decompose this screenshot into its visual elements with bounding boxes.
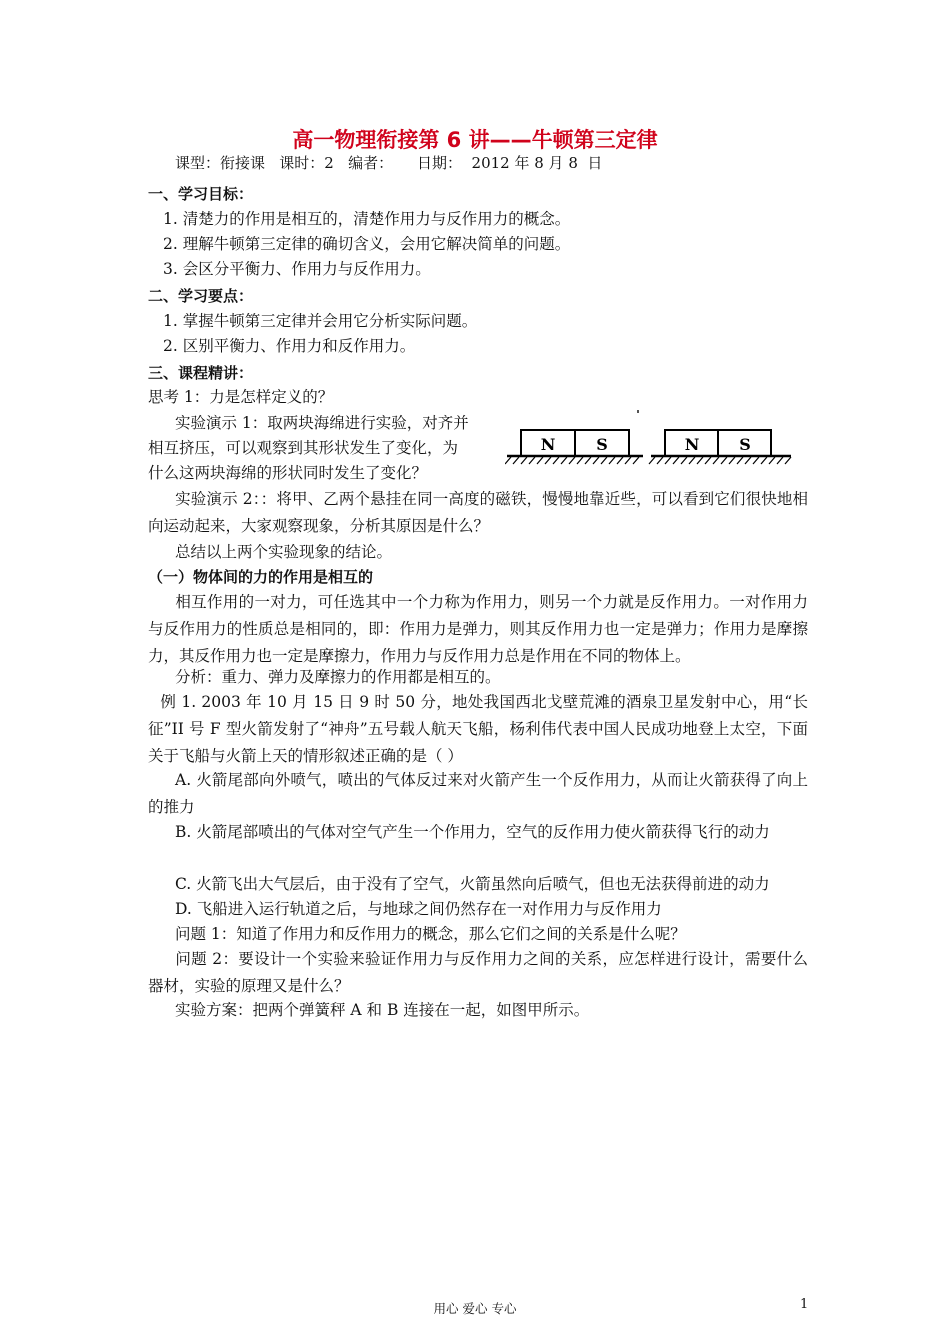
magnet-pair-right bbox=[649, 430, 791, 464]
question2-text: 问题 2：要设计一个实验来验证作用力与反作用力之间的关系，应怎样进行设计，需要什么器材，实验的原理又是什么？ bbox=[148, 950, 808, 995]
section1-heading: 一、学习目标： bbox=[148, 185, 254, 203]
keypoint-item: 2. 区别平衡力、作用力和反作用力。 bbox=[163, 337, 416, 355]
summary-text: 总结以上两个实验现象的结论。 bbox=[175, 543, 393, 561]
label-n: N bbox=[540, 435, 556, 454]
demo1-line: 什么这两块海绵的形状同时发生了变化？ bbox=[148, 464, 428, 482]
option-d: D. 飞船进入运行轨道之后，与地球之间仍然存在一对作用力与反作用力 bbox=[175, 900, 662, 918]
demo2-paragraph bbox=[148, 486, 808, 540]
objective-item: 2. 理解牛顿第三定律的确切含义，会用它解决简单的问题。 bbox=[163, 235, 571, 253]
page-title: 高一物理衔接第 6 讲——牛顿第三定律 bbox=[292, 128, 658, 152]
example1-paragraph bbox=[148, 689, 808, 770]
demo2-text: 实验演示 2：：将甲、乙两个悬挂在同一高度的磁铁，慢慢地靠近些，可以看到它们很快地相向运动起来，大家观察现象，分析其原因是什么？ bbox=[148, 490, 808, 535]
demo1-line: 相互挤压，可以观察到其形状发生了变化，为 bbox=[148, 439, 459, 457]
plan-text: 实验方案：把两个弹簧秤 A 和 B 连接在一起，如图甲所示。 bbox=[175, 1001, 590, 1019]
label-s: S bbox=[596, 435, 608, 454]
option-a bbox=[148, 767, 808, 821]
lesson-meta: 课型：衔接课 课时：2 编者： 日期： 2012 年 8 月 8 日 bbox=[175, 154, 603, 172]
section2-heading: 二、学习要点： bbox=[148, 287, 254, 305]
demo1-line: 实验演示 1：取两块海绵进行实验，对齐并 bbox=[175, 414, 469, 432]
keypoint-item: 1. 掌握牛顿第三定律并会用它分析实际问题。 bbox=[163, 312, 478, 330]
page-footer: 用心 爱心 专心 bbox=[433, 1301, 517, 1316]
subsection1-paragraph bbox=[148, 589, 808, 670]
section3-heading: 三、课程精讲： bbox=[148, 364, 254, 382]
page-number: 1 bbox=[800, 1297, 809, 1312]
question2-paragraph bbox=[148, 946, 808, 1000]
question1-text: 问题 1：知道了作用力和反作用力的概念，那么它们之间的关系是什么呢？ bbox=[175, 925, 686, 943]
option-a-text: A. 火箭尾部向外喷气，喷出的气体反过来对火箭产生一个反作用力，从而让火箭获得了向上的推力 bbox=[148, 771, 808, 816]
label-s: S bbox=[739, 435, 751, 454]
magnet-figure bbox=[505, 408, 795, 468]
option-b bbox=[148, 819, 808, 846]
objective-item: 3. 会区分平衡力、作用力与反作用力。 bbox=[163, 260, 431, 278]
magnet-pair-left bbox=[505, 430, 643, 464]
option-c: C. 火箭飞出大气层后，由于没有了空气，火箭虽然向后喷气，但也无法获得前进的动力 bbox=[175, 875, 770, 893]
analysis-text: 分析：重力、弹力及摩擦力的作用都是相互的。 bbox=[175, 668, 501, 686]
subsection1-text: 相互作用的一对力，可任选其中一个力称为作用力，则另一个力就是反作用力。一对作用力与反作用力的性质总是相同的，即：作用力是弹力，则其反作用力也一定是弹力；作用力是摩擦力，其反作用力也一定是摩擦力，作用力与反作用力总是作用在不同的物体上。 bbox=[148, 593, 808, 665]
subsection1-heading: （一）物体间的力的作用是相互的 bbox=[148, 568, 374, 586]
label-n: N bbox=[684, 435, 700, 454]
objective-item: 1. 清楚力的作用是相互的，清楚作用力与反作用力的概念。 bbox=[163, 210, 571, 228]
think1-text: 思考 1：力是怎样定义的？ bbox=[148, 388, 334, 406]
option-b-text: B. 火箭尾部喷出的气体对空气产生一个作用力，空气的反作用力使火箭获得飞行的动力 bbox=[175, 823, 770, 841]
example1-text: 例 1. 2003 年 10 月 15 日 9 时 50 分，地处我国西北戈壁荒滩的酒泉卫星发射中心，用“长征”II 号 F 型火箭发射了“神舟”五号载人航天飞船，杨利伟代表中国人民成功地登上太空，下面关于飞船与火箭上天的情形叙述正确的是（ ） bbox=[148, 693, 808, 765]
